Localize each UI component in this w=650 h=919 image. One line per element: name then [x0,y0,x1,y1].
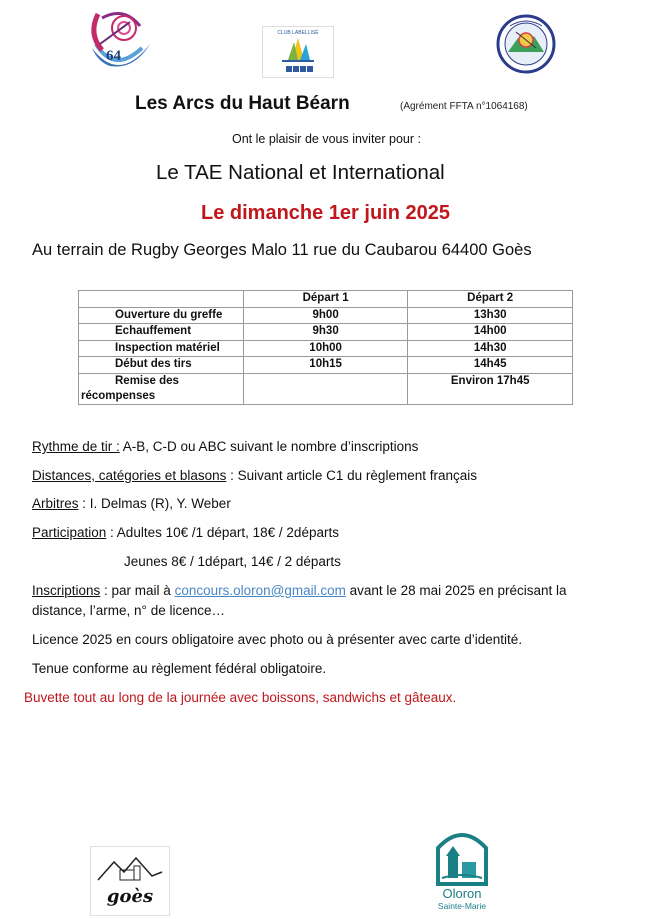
row-depart-2: 14h30 [408,340,573,357]
ffta-64-logo [84,4,154,80]
row-label: Ouverture du greffe [79,307,244,324]
row-depart-2: 14h00 [408,324,573,341]
row-depart-1: 10h15 [243,357,408,374]
row-label [79,373,244,404]
licence-line: Licence 2025 en cours obligatoire avec photo ou à présenter avec carte d’identité. [32,632,523,647]
email-link[interactable]: concours.oloron@gmail.com [174,583,346,598]
rythme-text: A-B, C-D ou ABC suivant le nombre d’inscriptions [119,439,419,454]
event-date: Le dimanche 1er juin 2025 [201,202,450,224]
distances-label: Distances, catégories et blasons [32,468,227,483]
agrement-number: (Agrément FFTA n°1064168) [400,101,528,112]
inscriptions-label: Inscriptions [32,583,101,598]
table-header-row [79,291,573,308]
row-depart-1: 9h00 [243,307,408,324]
row-depart-1: 10h00 [243,340,408,357]
inscriptions-text-2: avant le 28 mai 2025 en précisant la [345,583,567,598]
jeunes-line: Jeunes 8€ / 1départ, 14€ / 2 départs [124,554,341,569]
oloron-logo [430,826,494,914]
table-header-depart-1: Départ 1 [243,291,408,308]
inscriptions-line-2: distance, l’arme, n° de licence… [32,603,225,618]
row-label: Début des tirs [79,357,244,374]
arbitres-line [32,496,231,511]
table-row [79,340,573,357]
row-depart-2: Environ 17h45 [408,373,573,404]
row-depart-1 [243,373,408,404]
buvette-line: Buvette tout au long de la journée avec boissons, sandwichs et gâteaux. [24,690,457,705]
table-header-empty [79,291,244,308]
tenue-line: Tenue conforme au règlement fédéral obligatoire. [32,661,327,676]
goes-logo [90,846,170,916]
event-title: Le TAE National et International [156,161,445,184]
schedule-table [78,290,573,405]
row-label-line-1: Remise des [115,374,179,387]
table-row [79,373,573,404]
participation-line [32,525,339,540]
table-header-depart-2: Départ 2 [408,291,573,308]
oloron-name: Oloron [442,886,482,901]
row-label: Echauffement [79,324,244,341]
rythme-line [32,439,418,454]
row-depart-1: 9h30 [243,324,408,341]
row-depart-2: 13h30 [408,307,573,324]
row-label-line-2: récompenses [81,389,156,402]
club-label-text: CLUB LABELLISÉ [277,30,319,36]
arcs-haut-bearn-logo [496,14,556,74]
invitation-line: Ont le plaisir de vous inviter pour : [232,132,421,146]
participation-text: : Adultes 10€ /1 départ, 18€ / 2départs [106,525,339,540]
arbitres-text: : I. Delmas (R), Y. Weber [78,496,231,511]
table-row [79,357,573,374]
inscriptions-line [32,583,566,598]
club-labellise-logo [262,26,334,78]
goes-label: goès [106,886,154,907]
table-row [79,324,573,341]
ffta-number: 64 [106,48,121,64]
participation-label: Participation [32,525,107,540]
rythme-label: Rythme de tir : [32,439,120,454]
inscriptions-text: : par mail à [100,583,175,598]
row-label: Inspection matériel [79,340,244,357]
row-depart-2: 14h45 [408,357,573,374]
table-row [79,307,573,324]
organization-title: Les Arcs du Haut Béarn [135,93,350,114]
distances-line [32,468,477,483]
venue-address: Au terrain de Rugby Georges Malo 11 rue du Caubarou 64400 Goès [32,241,532,259]
oloron-sub: Sainte-Marie [437,901,487,911]
distances-text: : Suivant article C1 du règlement français [226,468,477,483]
arbitres-label: Arbitres [32,496,79,511]
